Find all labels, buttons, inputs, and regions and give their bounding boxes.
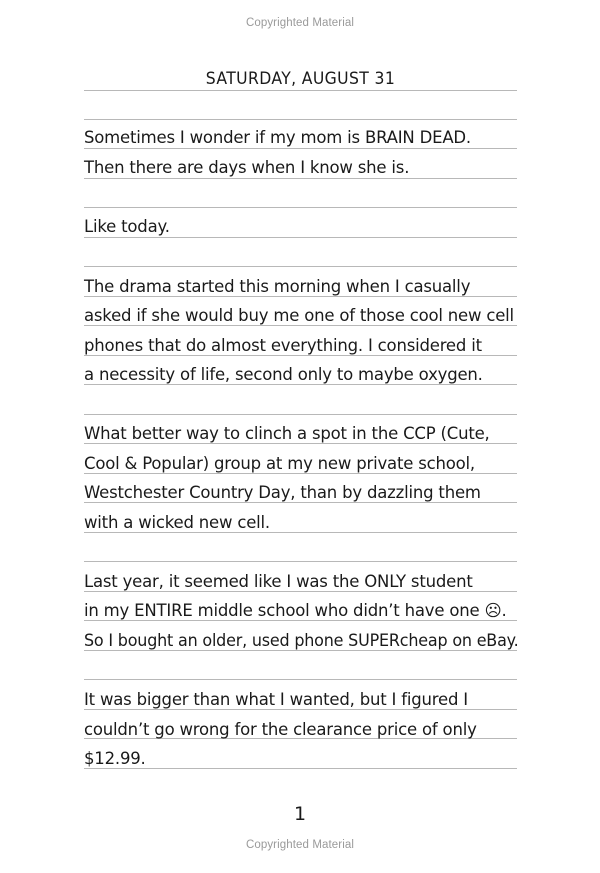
ruled-line	[84, 90, 517, 91]
diary-line: in my ENTIRE middle school who didn’t have one ☹.	[84, 601, 507, 620]
ruled-line	[84, 650, 517, 651]
diary-line: phones that do almost everything. I considered it	[84, 336, 482, 355]
ruled-line	[84, 207, 517, 208]
ruled-line	[84, 178, 517, 179]
diary-line: Sometimes I wonder if my mom is BRAIN DEAD.	[84, 128, 471, 147]
date-heading: SATURDAY, AUGUST 31	[205, 69, 396, 89]
ruled-line	[84, 620, 517, 621]
ruled-line	[84, 296, 517, 297]
page-number: 1	[293, 803, 307, 825]
diary-line: asked if she would buy me one of those cool new cell	[84, 306, 514, 325]
diary-line: couldn’t go wrong for the clearance price of only	[84, 720, 477, 739]
ruled-line	[84, 443, 517, 444]
ruled-line	[84, 237, 517, 238]
ruled-line	[84, 266, 517, 267]
watermark-bottom: Copyrighted Material	[245, 839, 355, 851]
ruled-line	[84, 473, 517, 474]
ruled-line	[84, 119, 517, 120]
watermark-top: Copyrighted Material	[245, 17, 355, 29]
diary-line: Then there are days when I know she is.	[84, 158, 410, 177]
ruled-line	[84, 709, 517, 710]
ruled-line	[84, 679, 517, 680]
diary-line: a necessity of life, second only to maybe oxygen.	[84, 365, 483, 384]
ruled-line	[84, 355, 517, 356]
diary-line: with a wicked new cell.	[84, 513, 270, 532]
diary-line: Last year, it seemed like I was the ONLY student	[84, 572, 473, 591]
diary-line: What better way to clinch a spot in the CCP (Cute,	[84, 424, 490, 443]
diary-line: So I bought an older, used phone SUPERcheap on eBay.	[84, 631, 519, 650]
diary-line: Like today.	[84, 217, 170, 236]
diary-line: Westchester Country Day, than by dazzling them	[84, 483, 481, 502]
ruled-line	[84, 561, 517, 562]
ruled-line	[84, 768, 517, 769]
diary-line: It was bigger than what I wanted, but I figured I	[84, 690, 468, 709]
ruled-line	[84, 532, 517, 533]
ruled-line	[84, 591, 517, 592]
ruled-line	[84, 148, 517, 149]
diary-line: $12.99.	[84, 749, 146, 768]
ruled-line	[84, 384, 517, 385]
ruled-line	[84, 325, 517, 326]
ruled-line	[84, 414, 517, 415]
diary-line: Cool & Popular) group at my new private school,	[84, 454, 475, 473]
ruled-line	[84, 502, 517, 503]
diary-line: The drama started this morning when I casually	[84, 277, 471, 296]
